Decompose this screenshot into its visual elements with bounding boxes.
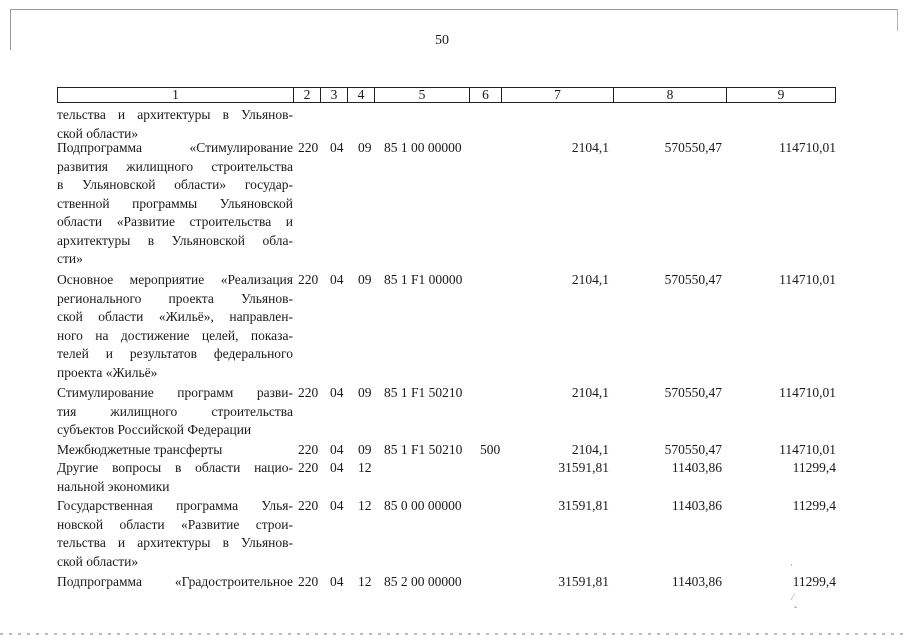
description-line: Подпрограмма «Градостроительное xyxy=(57,574,293,589)
description-line: тельства и архитектуры в Ульянов- xyxy=(57,535,293,550)
description-line: проекта «Жильё» xyxy=(57,364,158,380)
cell-col-7: 2104,1 xyxy=(571,442,609,457)
cell-col-4: 09 xyxy=(358,272,372,287)
description-line: телей и результатов федерального xyxy=(57,346,293,361)
cell-col-2: 220 xyxy=(298,442,319,457)
table-header xyxy=(57,87,836,103)
cell-col-4: 09 xyxy=(358,385,372,400)
row-description xyxy=(57,497,293,571)
description-line: области «Развитие строительства и xyxy=(57,214,293,229)
cell-col-8: 11403,86 xyxy=(671,460,722,475)
cell-col-2: 220 xyxy=(298,574,319,589)
row-description xyxy=(57,573,293,592)
description-line: Межбюджетные трансферты xyxy=(57,442,223,457)
row-description xyxy=(57,459,293,496)
header-col-5: 5 xyxy=(375,88,470,102)
cell-col-7: 31591,81 xyxy=(558,574,609,589)
description-line: развития жилищного строительства xyxy=(57,158,293,174)
cell-col-4: 12 xyxy=(358,498,372,513)
cell-col-9: 114710,01 xyxy=(779,140,836,155)
cell-col-8: 570550,47 xyxy=(664,140,722,155)
description-line: тия жилищного строительства xyxy=(57,403,293,419)
header-col-9: 9 xyxy=(777,87,785,102)
description-line: Стимулирование программ разви- xyxy=(57,385,293,400)
header-col-3: 3 xyxy=(321,88,348,102)
header-col-8: 8 xyxy=(614,88,727,102)
description-line: ственной программы Ульяновской xyxy=(57,195,293,211)
description-line: ской области» xyxy=(57,553,139,569)
cell-col-4: 09 xyxy=(358,442,372,457)
description-line: Основное мероприятие «Реализация xyxy=(57,272,293,287)
cell-col-4: 09 xyxy=(358,140,372,155)
description-line: новской области «Развитие строи- xyxy=(57,516,293,532)
cell-col-2: 220 xyxy=(298,385,319,400)
header-col-4: 4 xyxy=(348,88,375,102)
cell-col-2: 220 xyxy=(298,140,319,155)
description-line: архитектуры в Ульяновской обла- xyxy=(57,232,293,248)
header-col-7: 7 xyxy=(502,88,614,102)
scan-speck: ⁄ xyxy=(792,592,794,602)
cell-col-9: 11299,4 xyxy=(792,574,836,589)
description-line: сти» xyxy=(57,251,83,266)
cell-col-3: 04 xyxy=(330,460,344,475)
cell-col-5: 85 1 F1 00000 xyxy=(384,272,463,287)
description-line: ской области» xyxy=(57,125,139,141)
row-description xyxy=(57,139,293,269)
cell-col-2: 220 xyxy=(298,272,319,287)
cell-col-9: 114710,01 xyxy=(779,442,836,457)
cell-col-4: 12 xyxy=(358,574,372,589)
page-number: 50 xyxy=(435,33,449,48)
cell-col-9: 11299,4 xyxy=(792,498,836,513)
description-line: Подпрограмма «Стимулирование xyxy=(57,140,293,155)
cell-col-2: 220 xyxy=(298,498,319,513)
row-description xyxy=(57,441,293,460)
cell-col-7: 31591,81 xyxy=(558,460,609,475)
description-line: тельства и архитектуры в Ульянов- xyxy=(57,107,293,122)
row-description xyxy=(57,106,293,143)
cell-col-5: 85 2 00 00000 xyxy=(384,574,462,589)
description-line: ской области «Жильё», направлен- xyxy=(57,309,293,324)
cell-col-3: 04 xyxy=(330,498,344,513)
cell-col-6: 500 xyxy=(480,442,501,457)
description-line: в Ульяновской области» государ- xyxy=(57,177,293,192)
cell-col-3: 04 xyxy=(330,140,344,155)
scan-speck: ˇ xyxy=(794,605,797,615)
cell-col-5: 85 0 00 00000 xyxy=(384,498,462,513)
description-line: нальной экономики xyxy=(57,478,170,494)
cell-col-8: 11403,86 xyxy=(671,498,722,513)
scan-speck: · xyxy=(790,560,793,570)
header-col-2: 2 xyxy=(294,88,321,102)
scan-border-top xyxy=(10,9,898,10)
description-line: Государственная программа Улья- xyxy=(57,498,293,513)
cell-col-3: 04 xyxy=(330,272,344,287)
cell-col-5: 85 1 F1 50210 xyxy=(384,385,463,400)
header-col-1: 1 xyxy=(58,88,294,102)
cell-col-5: 85 1 00 00000 xyxy=(384,140,462,155)
cell-col-5: 85 1 F1 50210 xyxy=(384,442,463,457)
cell-col-4: 12 xyxy=(358,460,372,475)
cell-col-8: 570550,47 xyxy=(664,442,722,457)
cell-col-2: 220 xyxy=(298,460,319,475)
description-line: регионального проекта Ульянов- xyxy=(57,290,293,306)
scan-border-bottom xyxy=(0,633,905,635)
row-description xyxy=(57,271,293,382)
row-description xyxy=(57,384,293,440)
cell-col-9: 114710,01 xyxy=(779,385,836,400)
header-col-6: 6 xyxy=(470,88,502,102)
scan-border-right xyxy=(897,9,898,31)
description-line: ного на достижение целей, показа- xyxy=(57,327,293,343)
cell-col-7: 2104,1 xyxy=(571,385,609,400)
description-line: Другие вопросы в области нацио- xyxy=(57,460,293,475)
cell-col-3: 04 xyxy=(330,442,344,457)
cell-col-7: 31591,81 xyxy=(558,498,609,513)
cell-col-8: 570550,47 xyxy=(664,272,722,287)
description-line: субъектов Российской Федерации xyxy=(57,422,252,437)
cell-col-3: 04 xyxy=(330,574,344,589)
cell-col-7: 2104,1 xyxy=(571,272,609,287)
scan-border-left xyxy=(10,9,11,50)
cell-col-9: 11299,4 xyxy=(792,460,836,475)
cell-col-9: 114710,01 xyxy=(779,272,836,287)
cell-col-8: 11403,86 xyxy=(671,574,722,589)
cell-col-7: 2104,1 xyxy=(571,140,609,155)
cell-col-3: 04 xyxy=(330,385,344,400)
cell-col-8: 570550,47 xyxy=(664,385,722,400)
